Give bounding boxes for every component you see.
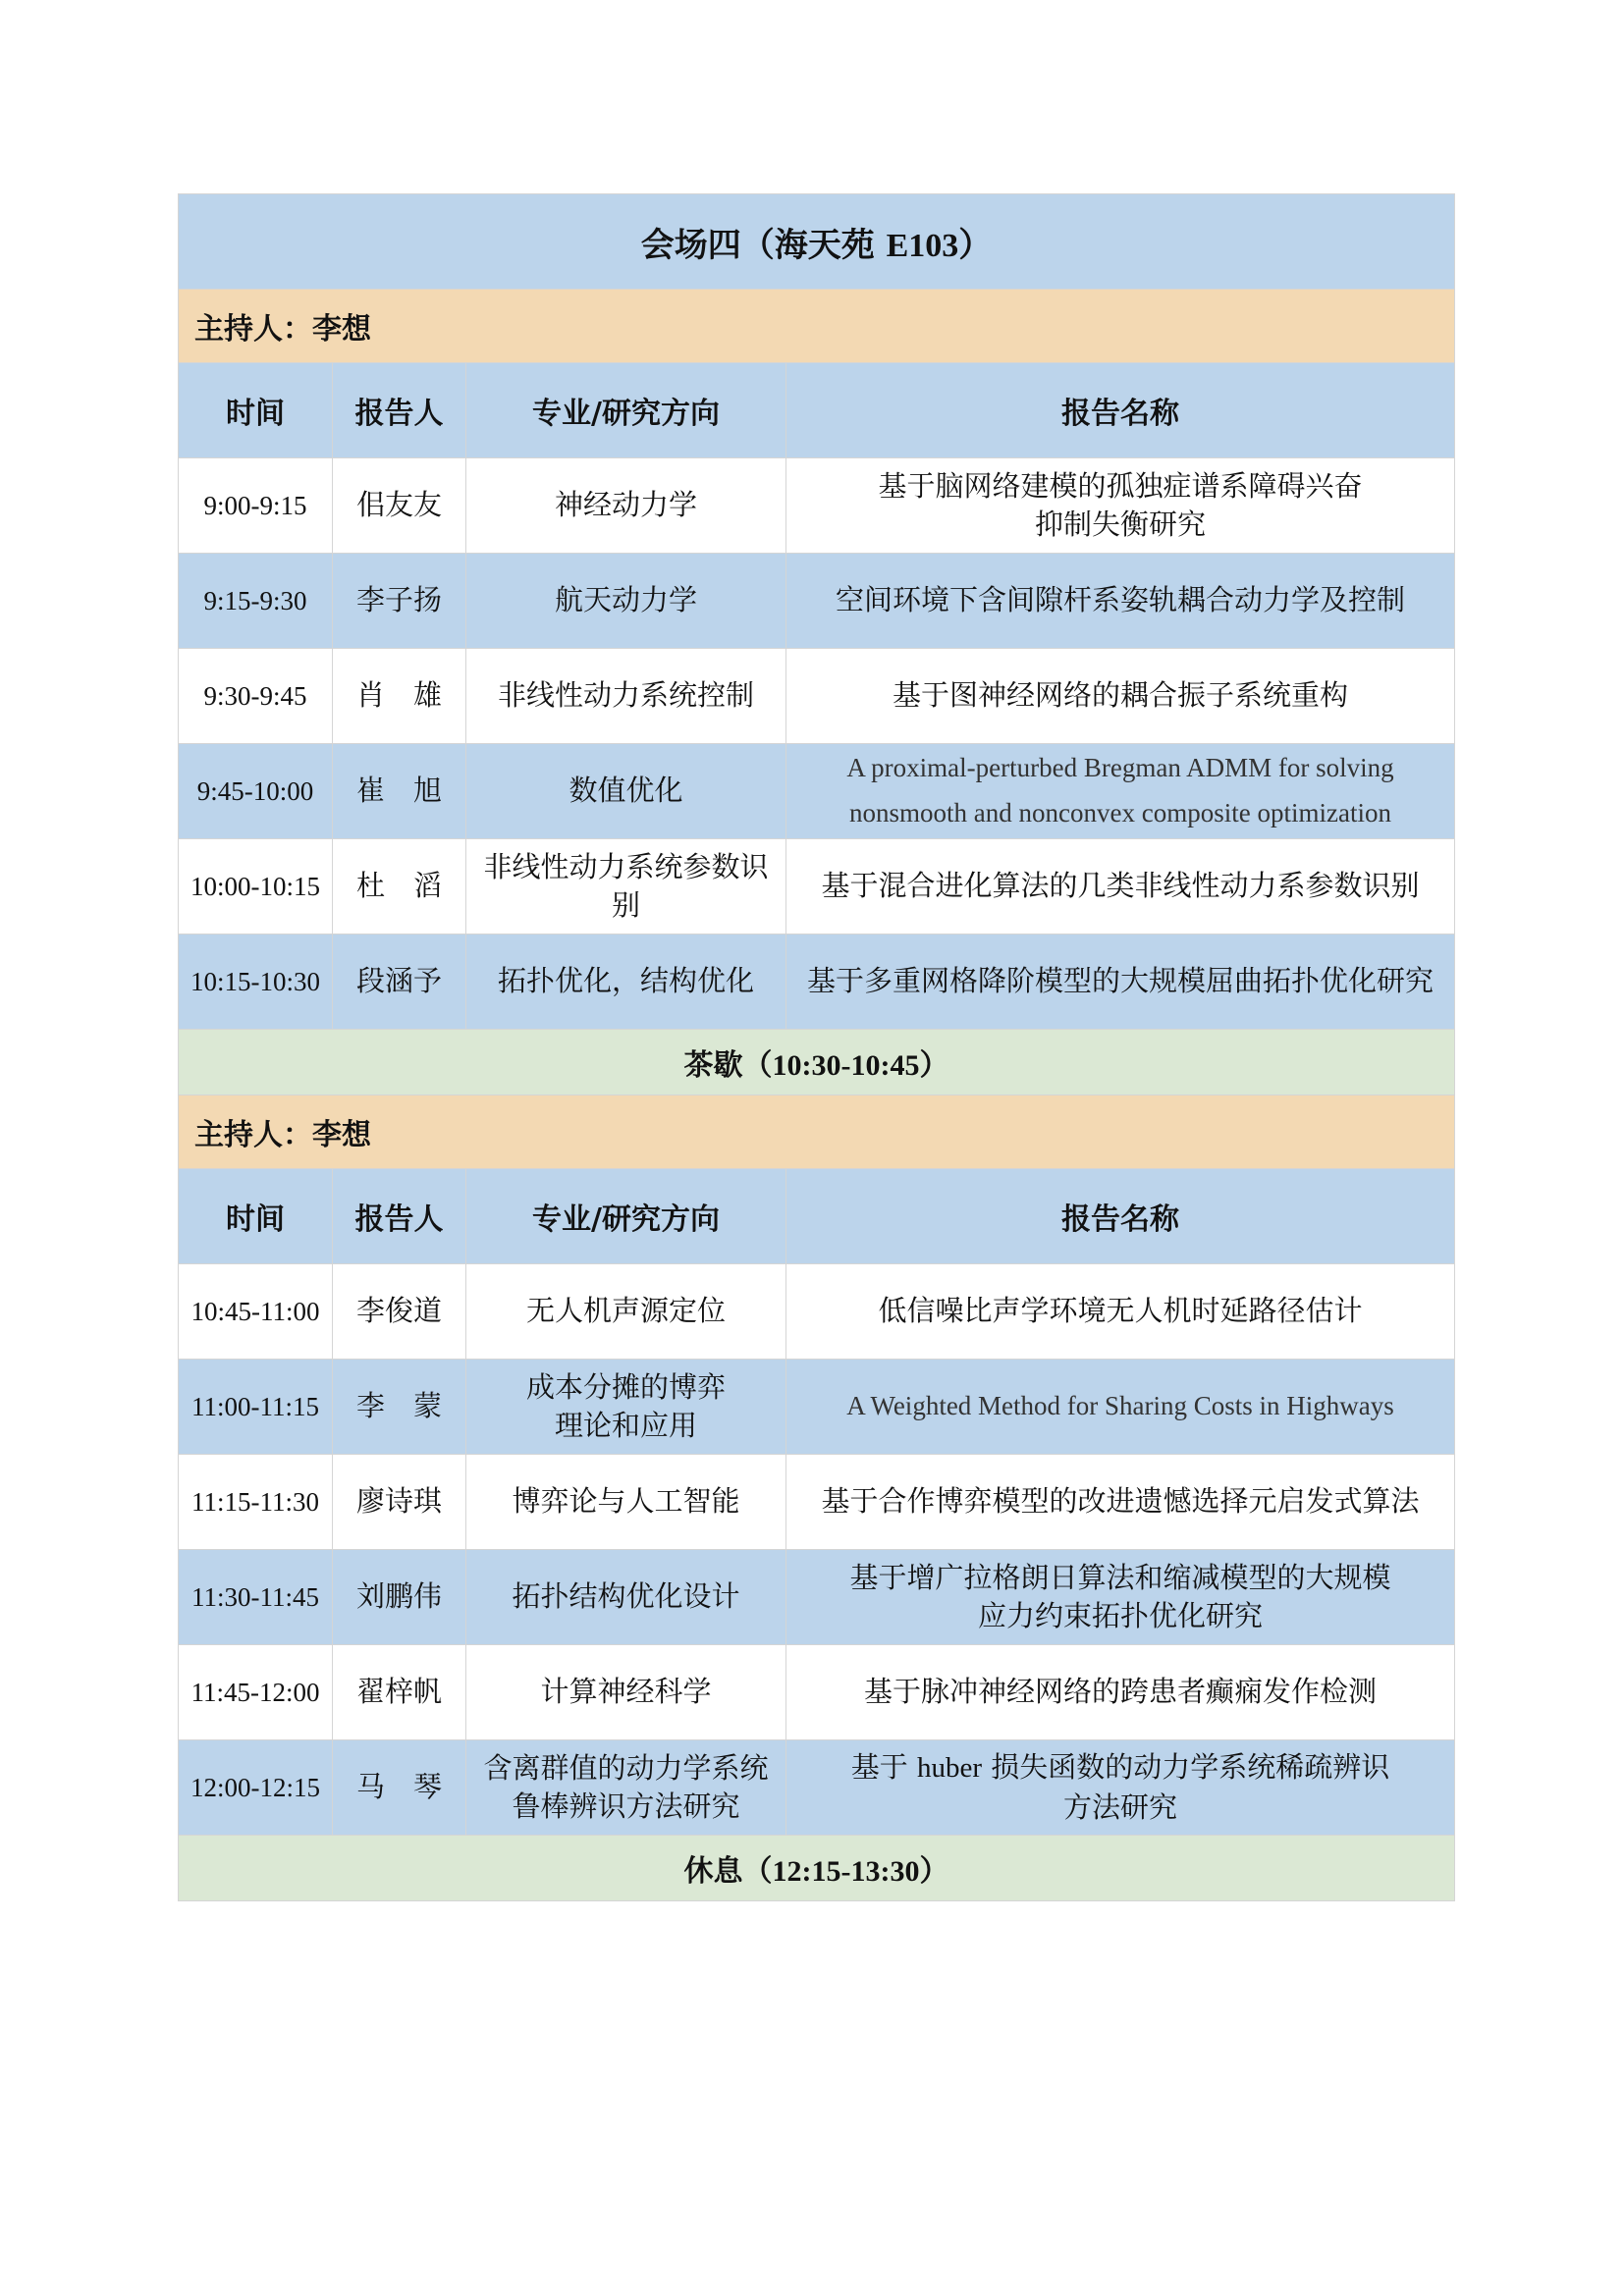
header-field: 专业/研究方向 [466,363,786,458]
talk-title-line: 基于增广拉格朗日算法和缩减模型的大规模 [849,1560,1391,1594]
talk-title: 基于图神经网络的耦合振子系统重构 [786,649,1455,744]
talk-time: 9:30-9:45 [179,649,333,744]
talk-title: A Weighted Method for Sharing Costs in Highways [786,1360,1455,1455]
talk-title-line: 应力约束拓扑优化研究 [978,1599,1264,1632]
table-row [179,839,1455,934]
talk-field [466,1360,786,1455]
talk-time: 11:00-11:15 [179,1360,333,1455]
talk-speaker: 刘鹏伟 [333,1550,466,1645]
talk-field [466,1740,786,1836]
talk-title: 基于多重网格降阶模型的大规模屈曲拓扑优化研究 [786,934,1455,1030]
talk-speaker: 崔 旭 [333,744,466,839]
talk-title-line: 抑制失衡研究 [1035,507,1207,541]
table-header-row [179,363,1455,458]
talk-title-line: 基于脑网络建模的孤独症谱系障碍兴奋 [878,468,1363,503]
session-schedule-table [178,193,1455,1901]
talk-time: 10:15-10:30 [179,934,333,1030]
talk-field: 博弈论与人工智能 [466,1455,786,1550]
table-row [179,1740,1455,1836]
talk-time: 10:00-10:15 [179,839,333,934]
table-row [179,649,1455,744]
table-row [179,458,1455,554]
talk-speaker: 段涵予 [333,934,466,1030]
table-row [179,1550,1455,1645]
talk-time: 12:00-12:15 [179,1740,333,1836]
talk-time: 10:45-11:00 [179,1264,333,1360]
talk-time: 9:00-9:15 [179,458,333,554]
talk-time: 11:15-11:30 [179,1455,333,1550]
talk-title-line: nonsmooth and nonconvex composite optimization [849,798,1391,828]
rest-break-row [179,1836,1455,1901]
talk-field-line: 理论和应用 [554,1409,697,1442]
host-row [179,1095,1455,1169]
header-speaker: 报告人 [333,363,466,458]
table-row [179,1455,1455,1550]
talk-field [466,839,786,934]
host-label: 主持人：李想 [179,290,1455,363]
talk-speaker: 李 蒙 [333,1360,466,1455]
table-row [179,554,1455,649]
tea-break-label: 茶歇（10:30-10:45） [179,1030,1455,1095]
talk-field-line: 含离群值的动力学系统 [483,1750,769,1785]
session-title: 会场四（海天苑 E103） [179,194,1455,290]
talk-field: 数值优化 [466,744,786,839]
header-title: 报告名称 [786,1169,1455,1264]
talk-field-line: 非线性动力系统参数识 [483,849,769,883]
talk-title: 空间环境下含间隙杆系姿轨耦合动力学及控制 [786,554,1455,649]
header-field: 专业/研究方向 [466,1169,786,1264]
talk-title: 基于混合进化算法的几类非线性动力系参数识别 [786,839,1455,934]
talk-speaker: 翟梓帆 [333,1645,466,1740]
talk-title [786,744,1455,839]
session-title-row [179,194,1455,290]
header-time: 时间 [179,1169,333,1264]
talk-speaker: 李子扬 [333,554,466,649]
talk-field: 神经动力学 [466,458,786,554]
header-time: 时间 [179,363,333,458]
table-row [179,934,1455,1030]
talk-title-line: 方法研究 [1063,1789,1178,1824]
table-row [179,1360,1455,1455]
rest-break-time: 12:15-13:30 [772,1855,920,1888]
header-title: 报告名称 [786,363,1455,458]
table-row [179,1264,1455,1360]
talk-title: 基于合作博弈模型的改进遗憾选择元启发式算法 [786,1455,1455,1550]
table-header-row [179,1169,1455,1264]
rest-break-label: 休息（12:15-13:30） [179,1836,1455,1901]
host-row [179,290,1455,363]
session-room: E103 [886,227,959,264]
talk-speaker: 杜 滔 [333,839,466,934]
tea-break-time: 10:30-10:45 [772,1049,920,1082]
talk-time: 9:45-10:00 [179,744,333,839]
talk-title-line: A proximal-perturbed Bregman ADMM for solving [846,753,1394,783]
talk-title [786,1740,1455,1836]
talk-title: 低信噪比声学环境无人机时延路径估计 [786,1264,1455,1360]
header-speaker: 报告人 [333,1169,466,1264]
talk-field: 航天动力学 [466,554,786,649]
host-label: 主持人：李想 [179,1095,1455,1169]
talk-title: 基于脉冲神经网络的跨患者癫痫发作检测 [786,1645,1455,1740]
talk-field: 拓扑结构优化设计 [466,1550,786,1645]
talk-title-line: 基于 huber 损失函数的动力学系统稀疏辨识 [850,1750,1390,1785]
talk-title [786,1550,1455,1645]
talk-field-line: 别 [611,888,640,922]
talk-time: 11:30-11:45 [179,1550,333,1645]
talk-field: 拓扑优化，结构优化 [466,934,786,1030]
talk-field: 无人机声源定位 [466,1264,786,1360]
table-row [179,744,1455,839]
talk-field-line: 成本分摊的博弈 [525,1369,726,1404]
table-row [179,1645,1455,1740]
talk-field-line: 鲁棒辨识方法研究 [512,1789,740,1823]
talk-time: 9:15-9:30 [179,554,333,649]
talk-speaker: 肖 雄 [333,649,466,744]
talk-title [786,458,1455,554]
talk-field: 非线性动力系统控制 [466,649,786,744]
talk-field: 计算神经科学 [466,1645,786,1740]
talk-speaker: 马 琴 [333,1740,466,1836]
tea-break-row [179,1030,1455,1095]
talk-time: 11:45-12:00 [179,1645,333,1740]
talk-speaker: 廖诗琪 [333,1455,466,1550]
talk-speaker: 佀友友 [333,458,466,554]
talk-speaker: 李俊道 [333,1264,466,1360]
